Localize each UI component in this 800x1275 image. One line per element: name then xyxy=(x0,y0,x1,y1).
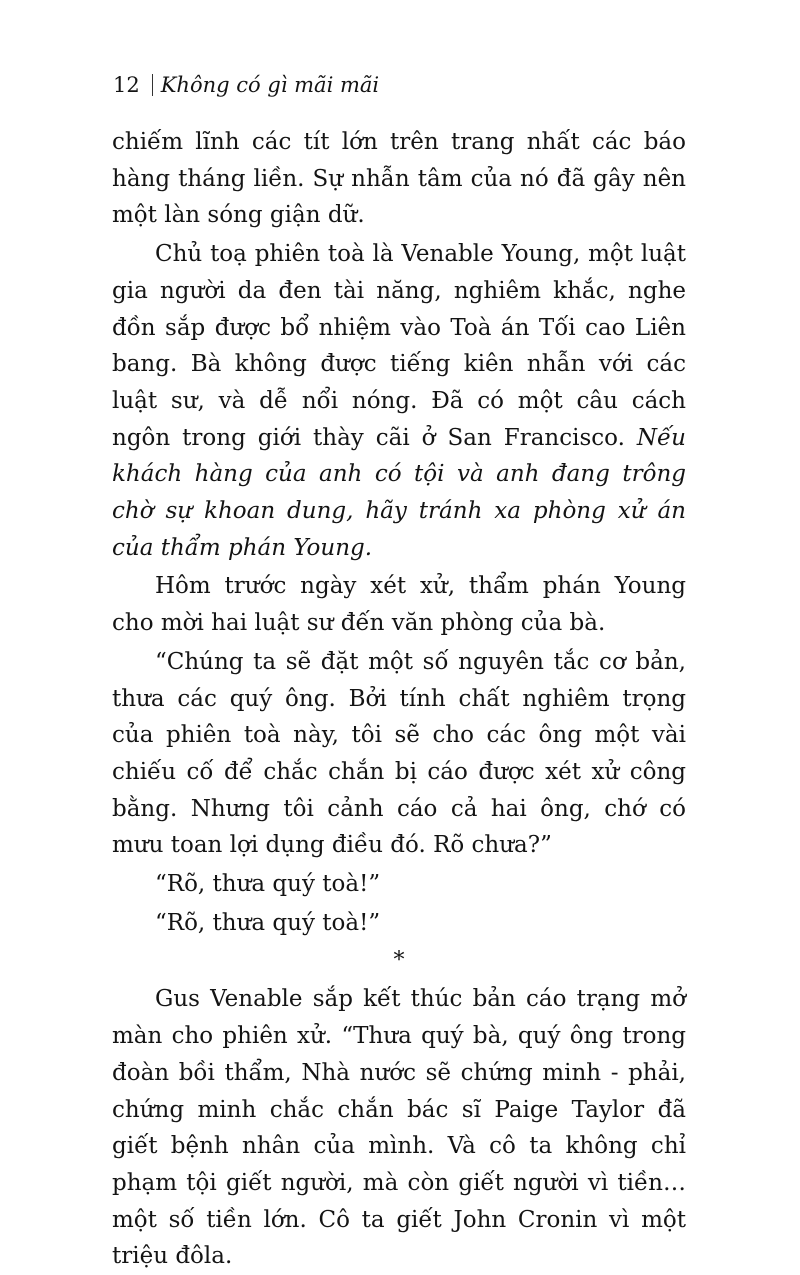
paragraph-3: Hôm trước ngày xét xử, thẩm phán Young cho mời hai luật sư đến văn phòng của bà. xyxy=(112,573,686,637)
paragraph-2-text: Chủ toạ phiên toà là Venable Young, một luật gia người da đen tài năng, nghiêm khắc, nghe đồn sắp được bổ nhiệm vào Toà án Tối cao Liên bang. Bà không được tiếng kiên nhẫn với các luật sư, và dễ nổi nóng. Đã có một câu cách ngôn trong giới thày cãi ở San Francisco. xyxy=(112,241,686,451)
header-divider xyxy=(152,74,153,96)
page-number: 12 xyxy=(113,73,140,97)
body-text xyxy=(112,124,686,1275)
paragraph-1: chiếm lĩnh các tít lớn trên trang nhất các báo hàng tháng liền. Sự nhẫn tâm của nó đã gây nên một làn sóng giận dữ. xyxy=(112,129,686,229)
paragraph-7: Gus Venable sắp kết thúc bản cáo trạng mở màn cho phiên xử. “Thưa quý bà, quý ông trong đoàn bồi thẩm, Nhà nước sẽ chứng minh - phải, chứng minh chắc chắn bác sĩ Paige Taylor đã giết bệnh nhân của mình. Và cô ta không chỉ phạm tội giết người, mà còn giết người vì tiền… một số tiền lớn. Cô ta giết John Cronin vì một triệu đôla. xyxy=(112,986,686,1270)
paragraph-6: “Rõ, thưa quý toà!” xyxy=(155,909,381,936)
scene-break: * xyxy=(393,948,405,974)
paragraph-2-italic: Nếu khách hàng của anh có tội và anh đang trông chờ sự khoan dung, hãy tránh xa phòng xử án của thẩm phán Young. xyxy=(112,424,686,561)
paragraph-2 xyxy=(112,236,686,566)
paragraph-5: “Rõ, thưa quý toà!” xyxy=(155,871,381,898)
paragraph-4: “Chúng ta sẽ đặt một số nguyên tắc cơ bản, thưa các quý ông. Bởi tính chất nghiêm trọng của phiên toà này, tôi sẽ cho các ông một vài chiếu cố để chắc chắn bị cáo được xét xử công bằng. Nhưng tôi cảnh cáo cả hai ông, chớ có mưu toan lợi dụng điều đó. Rõ chưa?” xyxy=(112,648,686,859)
book-title: Không có gì mãi mãi xyxy=(160,73,380,97)
running-header xyxy=(113,70,379,100)
